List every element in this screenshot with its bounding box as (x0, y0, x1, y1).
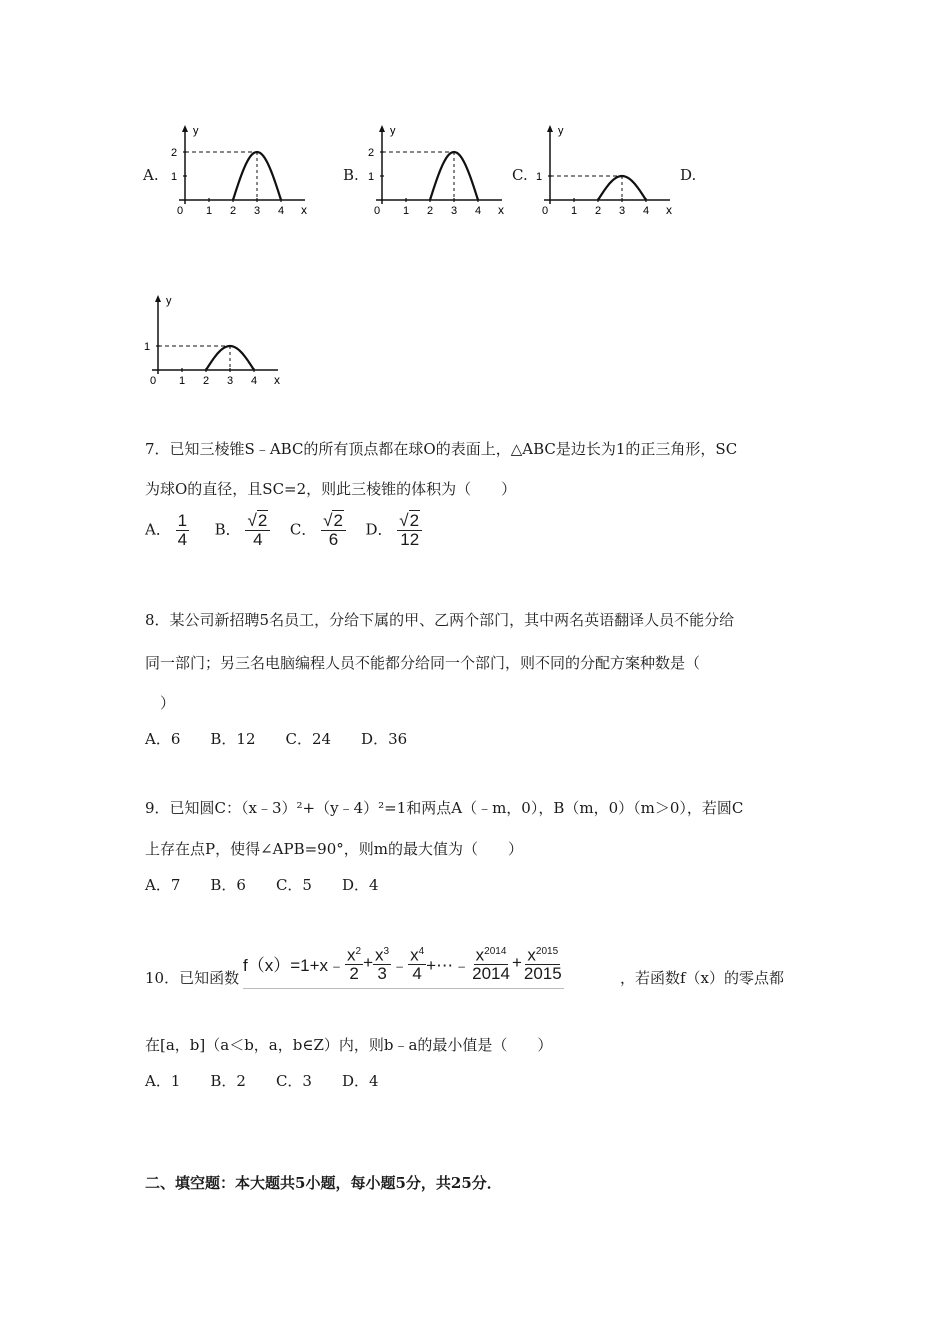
y-axis-label: y (166, 295, 172, 307)
x-tick-label-1: 1 (571, 205, 578, 217)
q10-suffix: ，若函数f（x）的零点都 (620, 969, 785, 987)
q10-prefix: 10．已知函数 (145, 969, 240, 987)
q7-opt-a-label: A． (145, 520, 171, 539)
option-c-label: C. (512, 166, 528, 184)
q8-options: A．6 B．12 C．24 D．36 (145, 730, 408, 748)
section-heading: 二、填空题：本大题共5小题，每小题5分，共25分． (145, 1174, 502, 1192)
q7-opt-d-fraction: $\frac{√2}{12}$ (397, 512, 422, 549)
formula-dots: +⋯﹣ (426, 955, 471, 975)
q8-line1: 8．某公司新招聘5名员工，分给下属的甲、乙两个部门，其中两名英语翻译人员不能分给 (145, 611, 735, 629)
x-tick-label-0: 0 (150, 375, 157, 387)
graph-option-b (362, 122, 512, 222)
formula-head: f（x）=1+x﹣ (243, 955, 346, 975)
formula-term-4: $\frac{x^{2014}}{2014}$ (470, 943, 512, 984)
graph-svg-d (138, 292, 288, 392)
x-tick-label-2: 2 (230, 205, 237, 217)
x-tick-label-2: 2 (203, 375, 210, 387)
q7-opt-d-label: D． (365, 520, 393, 539)
q7-opt-c-fraction: $\frac{√2}{6}$ (321, 512, 346, 549)
q10-formula: f（x）=1+x﹣ $\frac{x^2}{2}$ + $\frac{x^3}{3}$ ﹣ $\frac{x^4}{4}$ +⋯﹣ $\frac{x^{2014}}{2014}$ + $\frac{x^{2015}}{2015}$ (243, 938, 564, 989)
y-tick-label-1: 1 (368, 171, 375, 183)
x-tick-label-4: 4 (251, 375, 258, 387)
x-tick-label-4: 4 (643, 205, 650, 217)
q8-line2: 同一部门；另三名电脑编程人员不能都分给同一个部门，则不同的分配方案种数是（ (145, 654, 701, 672)
q9-line2: 上存在点P，使得∠APB=90°，则m的最大值为（ ） (145, 840, 523, 858)
graph-option-c (530, 122, 680, 222)
x-tick-label-0: 0 (542, 205, 549, 217)
q9-line1: 9．已知圆C：（x﹣3）²+（y﹣4）²=1和两点A（﹣m，0），B（m，0）（m＞0），若圆C (145, 799, 744, 817)
graph-option-a (165, 122, 315, 222)
x-tick-label-1: 1 (403, 205, 410, 217)
option-b-label: B. (343, 166, 359, 184)
formula-term-3: $\frac{x^4}{4}$ (408, 943, 426, 984)
graph-svg-c (530, 122, 680, 222)
y-axis-label: y (390, 125, 396, 137)
y-tick-label-2: 2 (368, 147, 375, 159)
formula-term-5: $\frac{x^{2015}}{2015}$ (522, 943, 564, 984)
x-tick-label-1: 1 (179, 375, 186, 387)
y-tick-label-2: 2 (171, 147, 178, 159)
q10-options: A．1 B．2 C．3 D．4 (145, 1072, 379, 1090)
y-arrow (379, 125, 385, 132)
y-tick-label-1: 1 (171, 171, 178, 183)
x-tick-label-3: 3 (451, 205, 458, 217)
graph-option-d (138, 292, 288, 392)
x-tick-label-0: 0 (177, 205, 184, 217)
x-tick-label-2: 2 (595, 205, 602, 217)
graph-svg-b (362, 122, 512, 222)
x-tick-label-3: 3 (227, 375, 234, 387)
y-tick-label-1: 1 (144, 341, 151, 353)
x-tick-label-4: 4 (475, 205, 482, 217)
q7-opt-b-label: B． (214, 520, 241, 539)
formula-term-1: $\frac{x^2}{2}$ (345, 943, 363, 984)
x-axis-label: x (301, 203, 307, 217)
q7-line1: 7．已知三棱锥S﹣ABC的所有顶点都在球O的表面上，△ABC是边长为1的正三角形，SC (145, 440, 738, 458)
formula-term-2: $\frac{x^3}{3}$ (373, 943, 391, 984)
q7-opt-c-label: C． (289, 520, 317, 539)
y-axis-label: y (558, 125, 564, 137)
q7-opt-a-fraction: $\frac{1}{4}$ (177, 511, 188, 549)
x-tick-label-4: 4 (278, 205, 285, 217)
x-axis-label: x (274, 373, 280, 387)
x-tick-label-3: 3 (619, 205, 626, 217)
q8-line3: ） (160, 694, 176, 712)
y-axis-label: y (193, 125, 199, 137)
x-tick-label-1: 1 (206, 205, 213, 217)
x-tick-label-0: 0 (374, 205, 381, 217)
q7-opt-b-fraction: $\frac{√2}{4}$ (245, 512, 270, 549)
q9-options: A．7 B．6 C．5 D．4 (145, 876, 379, 894)
q7-options (145, 512, 422, 549)
x-axis-label: x (498, 203, 504, 217)
x-tick-label-3: 3 (254, 205, 261, 217)
graph-svg-a (165, 122, 315, 222)
y-tick-label-1: 1 (536, 171, 543, 183)
y-arrow (547, 125, 553, 132)
q7-line2: 为球O的直径，且SC=2，则此三棱锥的体积为（ ） (145, 480, 517, 498)
option-a-label: A. (143, 166, 159, 184)
y-arrow (182, 125, 188, 132)
x-axis-label: x (666, 203, 672, 217)
q10-line2: 在[a，b]（a＜b，a，b∈Z）内，则b﹣a的最小值是（ ） (145, 1036, 553, 1054)
x-tick-label-2: 2 (427, 205, 434, 217)
option-d-label: D. (680, 166, 697, 184)
y-arrow (155, 295, 161, 302)
